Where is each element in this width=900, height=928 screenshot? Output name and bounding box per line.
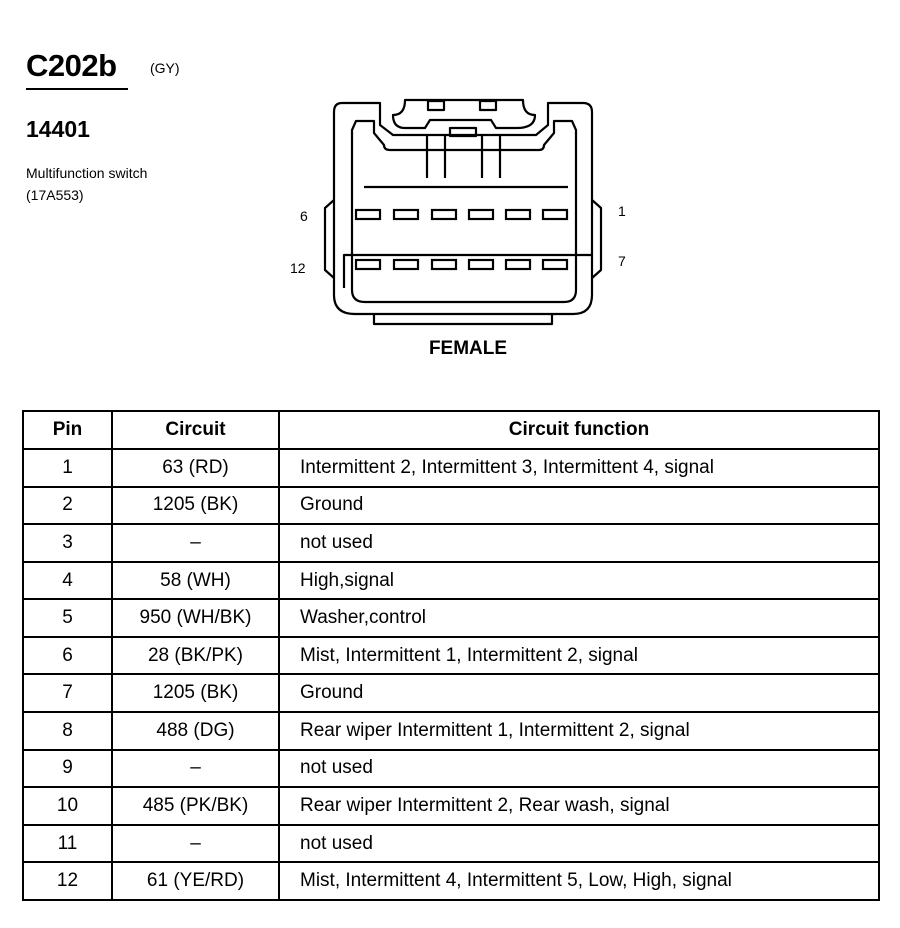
table-row bbox=[23, 674, 879, 712]
column-header-pin: Pin bbox=[23, 411, 112, 449]
table-row bbox=[23, 524, 879, 562]
pin-cell: 2 bbox=[23, 487, 112, 525]
table-row bbox=[23, 449, 879, 487]
column-header-circuit: Circuit bbox=[112, 411, 279, 449]
pin-cavity-1 bbox=[543, 210, 567, 219]
connector-face-drawing bbox=[280, 90, 640, 335]
connector-gender: FEMALE bbox=[428, 338, 508, 359]
function-cell: Rear wiper Intermittent 1, Intermittent 2, signal bbox=[279, 712, 879, 750]
pin-cavity-12 bbox=[356, 260, 380, 269]
pin-cavity-7 bbox=[543, 260, 567, 269]
pin-label-bottom-right: 7 bbox=[618, 253, 626, 269]
table-row bbox=[23, 712, 879, 750]
bottom-rail bbox=[374, 314, 552, 324]
circuit-cell: 63 (RD) bbox=[112, 449, 279, 487]
pin-cell: 11 bbox=[23, 825, 112, 863]
pin-label-top-right: 1 bbox=[618, 203, 626, 219]
function-cell: Washer,control bbox=[279, 599, 879, 637]
pin-cell: 4 bbox=[23, 562, 112, 600]
part-number: 14401 bbox=[26, 116, 90, 142]
latch-notch-left bbox=[428, 101, 444, 110]
pin-cavity-8 bbox=[506, 260, 530, 269]
function-cell: Ground bbox=[279, 487, 879, 525]
circuit-cell: 1205 (BK) bbox=[112, 674, 279, 712]
function-cell: Intermittent 2, Intermittent 3, Intermittent 4, signal bbox=[279, 449, 879, 487]
function-cell: High,signal bbox=[279, 562, 879, 600]
pin-cavity-10 bbox=[432, 260, 456, 269]
function-cell: Rear wiper Intermittent 2, Rear wash, signal bbox=[279, 787, 879, 825]
table-row bbox=[23, 750, 879, 788]
table-row bbox=[23, 562, 879, 600]
table-row bbox=[23, 862, 879, 900]
column-header-function: Circuit function bbox=[279, 411, 879, 449]
connector-id: C202b bbox=[26, 48, 117, 83]
pin-cavity-2 bbox=[506, 210, 530, 219]
table-row bbox=[23, 487, 879, 525]
pin-cavities bbox=[356, 210, 567, 269]
table-header-row bbox=[23, 411, 879, 449]
pin-cell: 5 bbox=[23, 599, 112, 637]
pin-cell: 12 bbox=[23, 862, 112, 900]
component-code: (17A553) bbox=[26, 187, 84, 203]
function-cell: not used bbox=[279, 524, 879, 562]
circuit-cell: 488 (DG) bbox=[112, 712, 279, 750]
circuit-cell: 28 (BK/PK) bbox=[112, 637, 279, 675]
pin-cell: 1 bbox=[23, 449, 112, 487]
pin-cavity-3 bbox=[469, 210, 493, 219]
pin-table bbox=[22, 410, 880, 901]
connector-color-code: (GY) bbox=[150, 60, 180, 76]
pin-cell: 9 bbox=[23, 750, 112, 788]
table-row bbox=[23, 825, 879, 863]
pin-cavity-6 bbox=[356, 210, 380, 219]
pin-cell: 10 bbox=[23, 787, 112, 825]
function-cell: Mist, Intermittent 4, Intermittent 5, Low, High, signal bbox=[279, 862, 879, 900]
function-cell: Ground bbox=[279, 674, 879, 712]
latch-notch-right bbox=[480, 101, 496, 110]
pin-label-top-left: 6 bbox=[300, 208, 308, 224]
table-row bbox=[23, 637, 879, 675]
left-side-key bbox=[325, 200, 334, 278]
function-cell: not used bbox=[279, 825, 879, 863]
circuit-cell: – bbox=[112, 524, 279, 562]
pin-cell: 3 bbox=[23, 524, 112, 562]
function-cell: not used bbox=[279, 750, 879, 788]
pin-cell: 6 bbox=[23, 637, 112, 675]
circuit-cell: 950 (WH/BK) bbox=[112, 599, 279, 637]
pin-cavity-11 bbox=[394, 260, 418, 269]
connector-id-underline bbox=[26, 88, 128, 90]
pin-cavity-5 bbox=[394, 210, 418, 219]
pin-table-body bbox=[23, 449, 879, 900]
pin-label-bottom-left: 12 bbox=[290, 260, 306, 276]
table-row bbox=[23, 787, 879, 825]
circuit-cell: 1205 (BK) bbox=[112, 487, 279, 525]
right-side-key bbox=[592, 200, 601, 278]
component-name: Multifunction switch bbox=[26, 165, 148, 181]
circuit-cell: 61 (YE/RD) bbox=[112, 862, 279, 900]
circuit-cell: 58 (WH) bbox=[112, 562, 279, 600]
pin-cell: 8 bbox=[23, 712, 112, 750]
table-row bbox=[23, 599, 879, 637]
pin-cell: 7 bbox=[23, 674, 112, 712]
function-cell: Mist, Intermittent 1, Intermittent 2, signal bbox=[279, 637, 879, 675]
circuit-cell: 485 (PK/BK) bbox=[112, 787, 279, 825]
pin-cavity-4 bbox=[432, 210, 456, 219]
circuit-cell: – bbox=[112, 750, 279, 788]
circuit-cell: – bbox=[112, 825, 279, 863]
locking-latch bbox=[393, 100, 535, 128]
pin-cavity-9 bbox=[469, 260, 493, 269]
